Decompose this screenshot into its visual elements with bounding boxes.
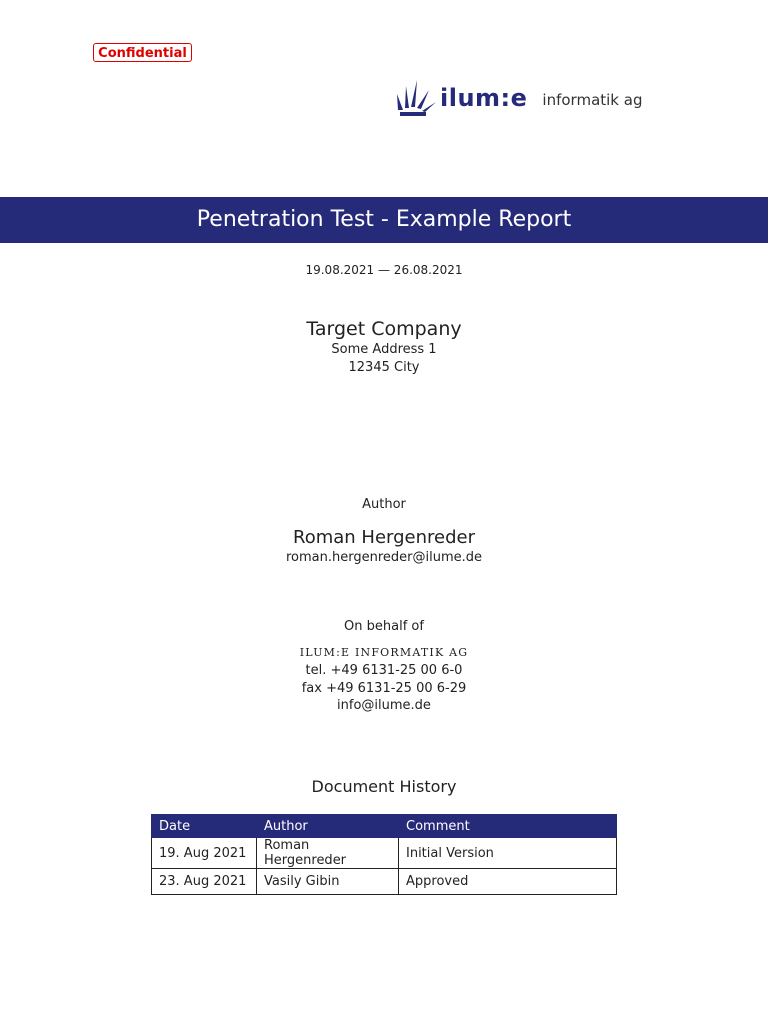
author-email[interactable]: roman.hergenreder@ilume.de [285, 550, 482, 565]
confidential-badge: Confidential [93, 43, 192, 62]
report-title: Penetration Test - Example Report [0, 197, 768, 243]
company-logo [396, 80, 642, 116]
org-fax: fax +49 6131-25 00 6-29 [301, 681, 467, 696]
author-name: Roman Hergenreder [293, 527, 475, 548]
logo-subtitle: informatik ag [542, 91, 643, 109]
logo-wordmark: ilum:e [440, 84, 528, 112]
target-company: Target Company [306, 318, 462, 340]
org-email[interactable]: info@ilume.de [337, 698, 431, 713]
on-behalf-label: On behalf of [344, 619, 424, 634]
target-address-line2: 12345 City [348, 360, 420, 375]
cell-author: Roman Hergenreder [257, 838, 399, 869]
date-range: 19.08.2021 — 26.08.2021 [305, 263, 463, 277]
cell-date: 19. Aug 2021 [152, 838, 257, 869]
column-header-comment: Comment [399, 815, 617, 838]
cell-date: 23. Aug 2021 [152, 869, 257, 895]
document-history-table [151, 814, 617, 895]
org-name: ILUM:E INFORMATIK AG [299, 646, 469, 659]
document-history-title: Document History [311, 777, 457, 796]
author-label: Author [362, 497, 406, 512]
table-row [152, 869, 617, 895]
cell-author: Vasily Gibin [257, 869, 399, 895]
org-telephone: tel. +49 6131-25 00 6-0 [305, 663, 463, 678]
sunburst-logo-icon [396, 80, 438, 116]
target-address-line1: Some Address 1 [331, 342, 437, 357]
cell-comment: Initial Version [399, 838, 617, 869]
table-header-row [152, 815, 617, 838]
table-row [152, 838, 617, 869]
column-header-date: Date [152, 815, 257, 838]
column-header-author: Author [257, 815, 399, 838]
cell-comment: Approved [399, 869, 617, 895]
